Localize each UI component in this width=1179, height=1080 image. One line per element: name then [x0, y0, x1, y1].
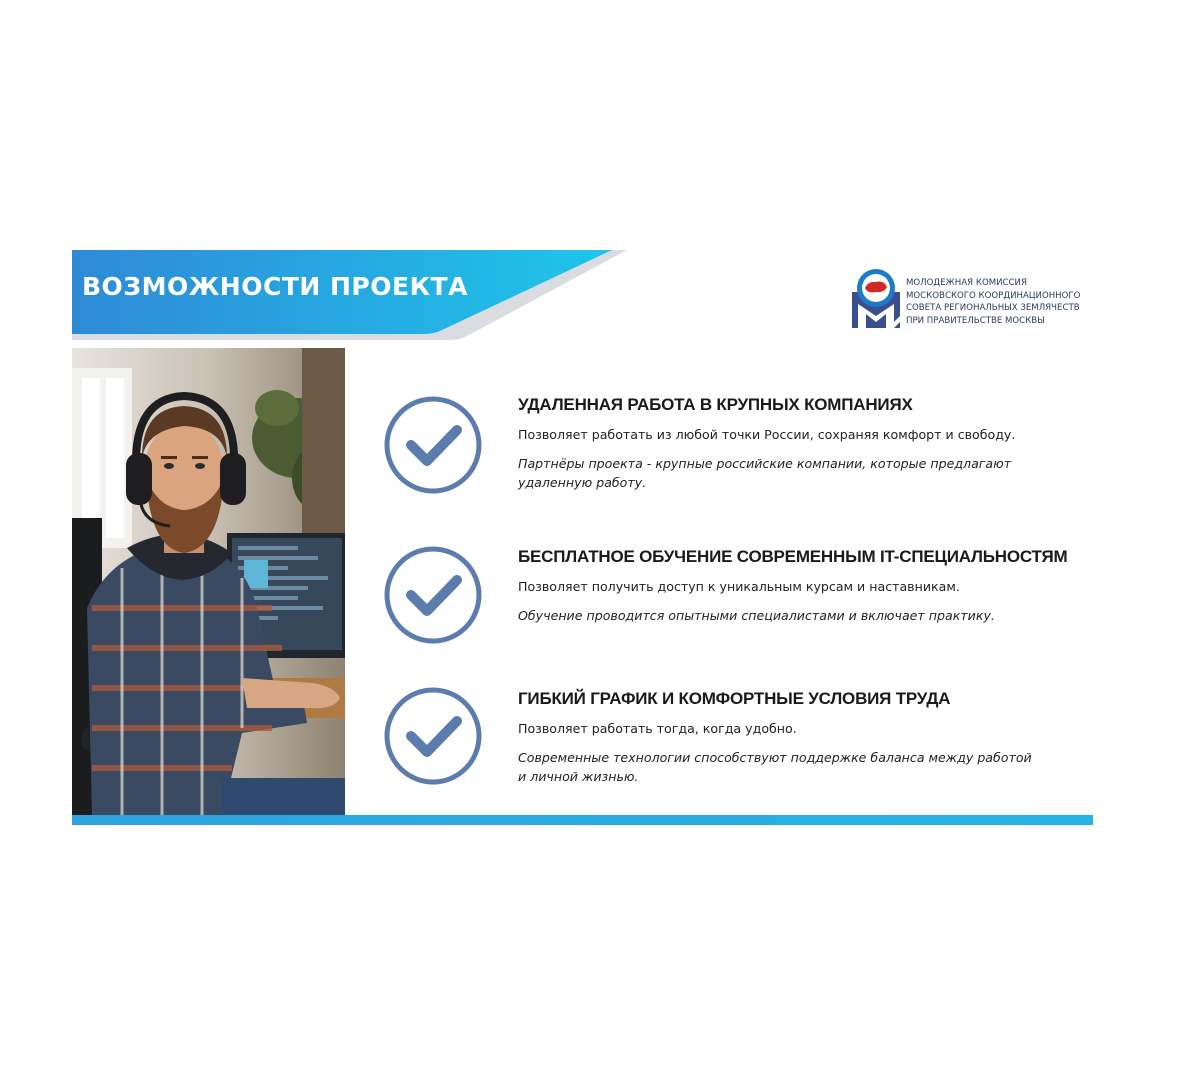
developer-illustration [72, 348, 345, 815]
feature-content [518, 689, 1078, 786]
feature-title: УДАЛЕННАЯ РАБОТА В КРУПНЫХ КОМПАНИЯХ [518, 395, 913, 414]
logo-line: ПРИ ПРАВИТЕЛЬСТВЕ МОСКВЫ [906, 315, 1045, 326]
feature-content [518, 547, 1078, 625]
feature-title: ГИБКИЙ ГРАФИК И КОМФОРТНЫЕ УСЛОВИЯ ТРУДА [518, 689, 951, 708]
feature-note: Обучение проводится опытными специалистами и включает практику. [518, 608, 995, 623]
feature-description: Позволяет работать тогда, когда удобно. [518, 721, 797, 736]
checkmark-circle-icon [383, 395, 483, 495]
feature-title: БЕСПЛАТНОЕ ОБУЧЕНИЕ СОВРЕМЕННЫМ IT-СПЕЦИАЛЬНОСТЯМ [518, 547, 1068, 566]
emblem-icon [852, 268, 900, 328]
header-banner [72, 250, 632, 348]
page-title: ВОЗМОЖНОСТИ ПРОЕКТА [82, 272, 468, 301]
feature-content [518, 395, 1078, 492]
logo-line: МОСКОВСКОГО КООРДИНАЦИОННОГО [906, 290, 1081, 301]
feature-description: Позволяет работать из любой точки России, сохраняя комфорт и свободу. [518, 427, 1016, 442]
feature-note: Партнёры проекта - крупные российские компании, которые предлагают удаленную работу. [518, 456, 1012, 490]
bottom-accent-bar [72, 815, 1093, 825]
developer-photo [72, 348, 345, 815]
organization-logo [852, 268, 1092, 330]
slide [72, 250, 1093, 825]
feature-description: Позволяет получить доступ к уникальным курсам и наставникам. [518, 579, 960, 594]
organization-name [906, 277, 1080, 327]
checkmark-circle-icon [383, 545, 483, 645]
checkmark-circle-icon [383, 686, 483, 786]
logo-line: СОВЕТА РЕГИОНАЛЬНЫХ ЗЕМЛЯЧЕСТВ [906, 303, 1080, 313]
feature-note: Современные технологии способствуют поддержке баланса между работой и личной жизнью. [518, 750, 1032, 784]
logo-line: МОЛОДЕЖНАЯ КОМИССИЯ [906, 278, 1027, 288]
